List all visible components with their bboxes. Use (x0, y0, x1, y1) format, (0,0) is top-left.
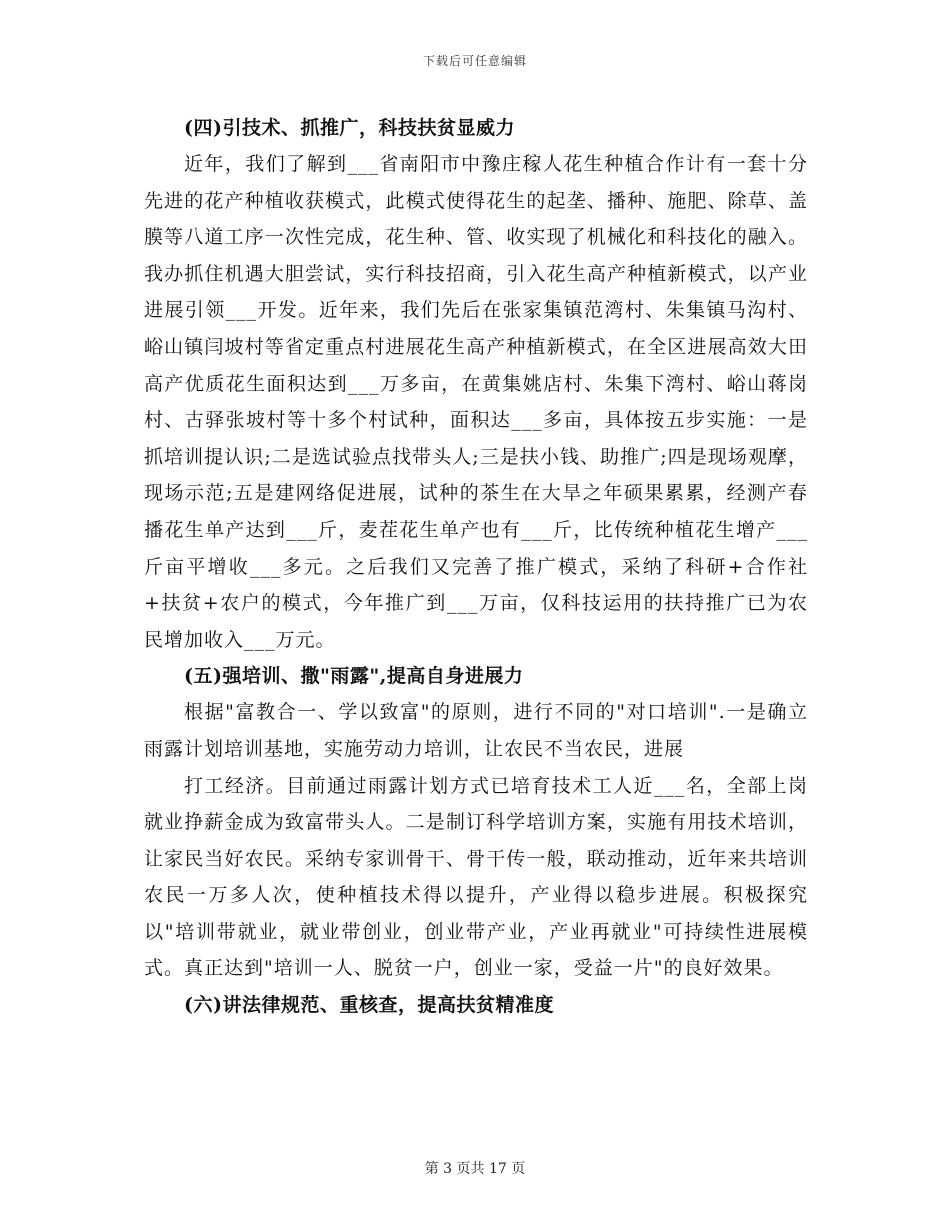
page-header-note: 下载后可任意编辑 (422, 54, 527, 68)
document-body (144, 110, 808, 1023)
section-5-paragraph-2: 打工经济。目前通过雨露计划方式已培育技术工人近___名，全部上岗就业挣薪金成为致富带头人。二是制订科学培训方案，实施有用技术培训，让家民当好农民。采纳专家训骨干、骨干传一般，联动推动，近年来共培训农民一万多人次，使种植技术得以提升，产业得以稳步进展。积极探究以"培训带就业，就业带创业，创业带产业，产业再就业"可持续性进展模式。真正达到"培训一人、脱贫一户，创业一家，受益一片"的良好效果。 (144, 774, 808, 980)
section-heading-4: (四)引技术、抓推广，科技扶贫显威力 (184, 117, 515, 139)
section-heading-6: (六)讲法律规范、重核查，提高扶贫精准度 (184, 994, 554, 1017)
section-4-paragraph-1: 近年，我们了解到___省南阳市中豫庄稼人花生种植合作计有一套十分先进的花产种植收获模式，此模式使得花生的起垄、播种、施肥、除草、盖膜等八道工序一次性完成，花生种、管、收实现了机械化和科技化的融入。我办抓住机遇大胆尝试，实行科技招商，引入花生高产种植新模式，以产业进展引领___开发。近年来，我们先后在张家集镇范湾村、朱集镇马沟村、峪山镇闫坡村等省定重点村进展花生高产种植新模式，在全区进展高效大田高产优质花生面积达到___万多亩，在黄集姚店村、朱集下湾村、峪山蒋岗村、古驿张坡村等十多个村试种，面积达___多亩，具体按五步实施：一是抓培训提认识;二是选试验点找带头人;三是扶小钱、助推广;四是现场观摩，现场示范;五是建网络促进展，试种的茶生在大旱之年硕果累累，经测产春播花生单产达到___斤，麦茬花生单产也有___斤，比传统种植花生增产___斤亩平增收___多元。之后我们又完善了推广模式，采纳了科研+合作社+扶贫+农户的模式，今年推广到___万亩，仅科技运用的扶持推广已为农民增加收入___万元。 (144, 153, 808, 651)
page-number-footer: 第 3 页共 17 页 (424, 1161, 526, 1177)
section-5-paragraph-1: 根据"富教合一、学以致富"的原则，进行不同的"对口培训".一是确立雨露计划培训基地，实施劳动力培训，让农民不当农民，进展 (144, 701, 808, 760)
section-heading-5: (五)强培训、撒"雨露",提高自身进展力 (184, 665, 524, 688)
